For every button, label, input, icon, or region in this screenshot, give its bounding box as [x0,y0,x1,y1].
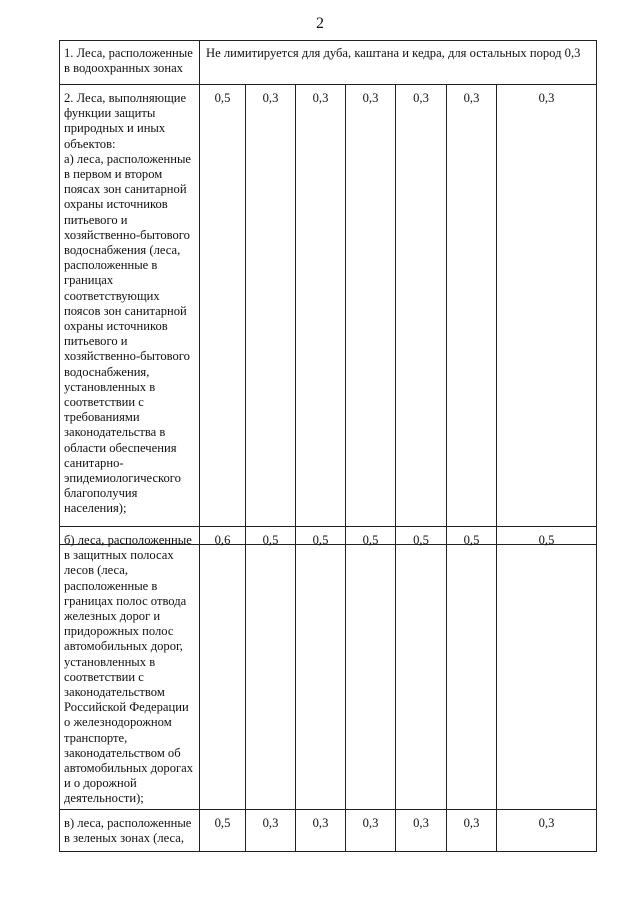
label-line: расположенные в [64,578,158,593]
label-line: в зеленых зонах (леса, [64,830,185,845]
label-line: установленных в [64,379,156,394]
value-cell: 0,6 [200,527,246,810]
value-cell: 0,3 [447,85,497,545]
label-line: расположенные в [64,258,158,273]
label-line: хозяйственно-бытового [64,227,190,242]
label-line: и о дорожной [64,776,137,791]
value-cell: 0,3 [296,809,346,851]
label-line: законодательством об [64,745,181,760]
label-line: соответствующих [64,288,160,303]
label-line: питьевого и [64,212,128,227]
value-cell: 0,3 [396,809,447,851]
label-line: санитарно- [64,455,124,470]
value-cell: 0,5 [200,809,246,851]
table-part-2 [59,526,597,852]
table-row-sanitary-zones [60,85,597,545]
label-line: железных дорог и [64,609,161,624]
value-cell: 0,5 [200,85,246,545]
value-cell: 0,5 [447,527,497,810]
label-line: области обеспечения [64,440,177,455]
label-line: Российской Федерации [64,700,189,715]
value-cell: 0,3 [497,85,597,545]
label-line: законодательством [64,685,165,700]
table-row-green-zones [60,809,597,851]
label-line: природных и иных [64,121,166,136]
value-cell: 0,3 [246,809,296,851]
label-line: лесов (леса, [64,563,129,578]
value-cell: 0,5 [296,527,346,810]
label-line: в) леса, расположенные [64,815,192,830]
value-cell: 0,3 [447,809,497,851]
label-line: соответствии с [64,669,144,684]
row-label-water-zones [60,41,200,85]
label-line: соответствии с [64,395,144,410]
row-label-protective-strips [60,527,200,810]
label-line: населения); [64,501,127,516]
value-cell: 0,3 [346,809,396,851]
label-line: охраны источников [64,319,168,334]
value-cell: 0,3 [346,85,396,545]
label-line: 2. Леса, выполняющие [64,91,187,105]
value-cell: 0,3 [296,85,346,545]
label-line: а) леса, расположенные [64,151,192,166]
value-cell: 0,3 [246,85,296,545]
label-line: 1. Леса, расположенные [64,46,193,60]
label-line: объектов: [64,136,116,151]
label-line: законодательства в [64,425,166,440]
label-line: придорожных полос [64,624,174,639]
label-line: установленных в [64,654,156,669]
label-line: требованиями [64,410,140,425]
label-line: в первом и втором [64,167,163,182]
label-line: автомобильных дорогах [64,761,194,776]
label-line: хозяйственно-бытового [64,349,190,364]
label-line: охраны источников [64,197,168,212]
water-zones-note: Не лимитируется для дуба, каштана и кедра, для остальных пород 0,3 [200,41,597,85]
label-line: водоснабжения, [64,364,150,379]
label-line: эпидемиологического [64,471,181,486]
value-cell: 0,3 [497,809,597,851]
label-line: автомобильных дорог, [64,639,183,654]
label-line: поясов зон санитарной [64,303,187,318]
row-label-sanitary-zones [60,85,200,545]
label-line: деятельности); [64,791,144,806]
label-line: границах [64,273,114,288]
label-line: поясах зон санитарной [64,182,187,197]
value-cell: 0,5 [396,527,447,810]
table-row-protective-strips [60,527,597,810]
label-line: в водоохранных зонах [64,61,183,76]
label-line: границах полос отвода [64,593,187,608]
label-line: транспорте, [64,730,128,745]
label-line: функции защиты [64,106,156,121]
label-line: в защитных полосах [64,548,174,563]
row-label-green-zones [60,809,200,851]
page-number: 2 [316,15,324,32]
table-row-water-zones [60,41,597,85]
label-line: б) леса, расположенные [64,533,192,547]
label-line: благополучия [64,486,138,501]
table-part-1 [59,40,597,545]
value-cell: 0,5 [346,527,396,810]
value-cell: 0,5 [497,527,597,810]
value-cell: 0,5 [246,527,296,810]
label-line: водоснабжения (леса, [64,243,181,258]
label-line: о железнодорожном [64,715,172,730]
value-cell: 0,3 [396,85,447,545]
label-line: питьевого и [64,334,128,349]
